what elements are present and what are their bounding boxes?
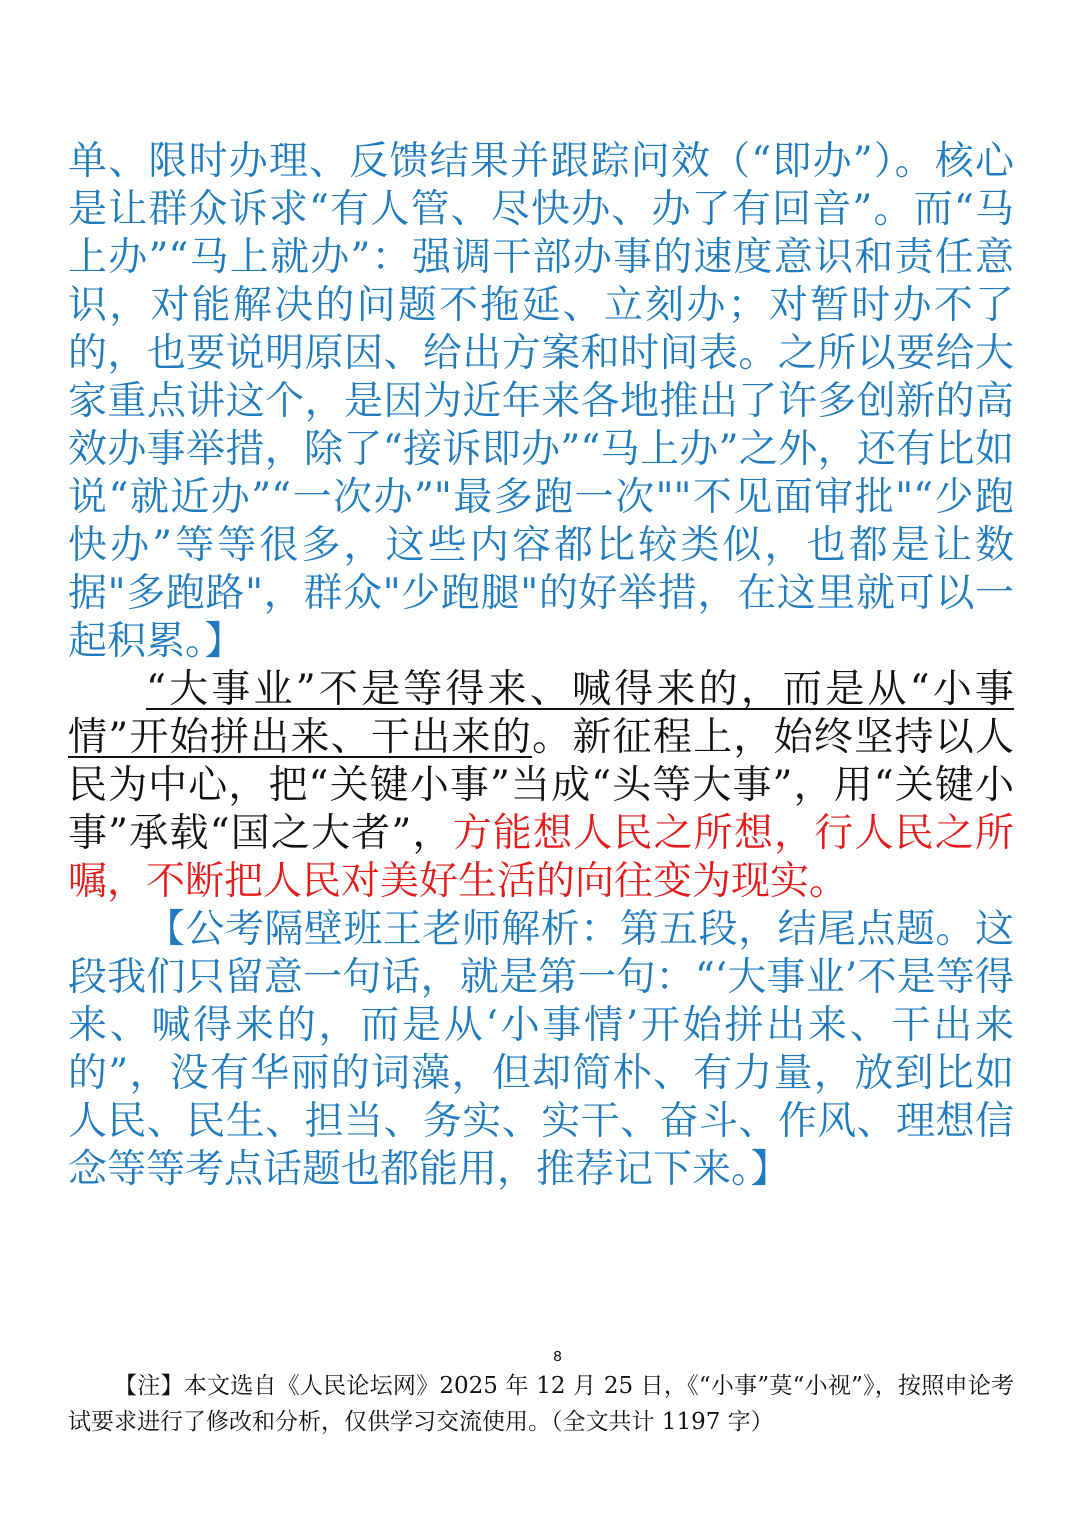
- document-body: [68, 138, 1014, 1194]
- underlined-key-sentence: “大事业”不是等得来、喊得来的，而是从“小事情”开始拼出来、干出来的: [68, 667, 1014, 760]
- analysis-paragraph-continued: 单、限时办理、反馈结果并跟踪问效（“即办”）。核心是让群众诉求“有人管、尽快办、办了有回音”。而“马上办”“马上就办”：强调干部办事的速度意识和责任意识，对能解决的问题不拖延、立刻办；对暂时办不了的，也要说明原因、给出方案和时间表。之所以要给大家重点讲这个，是因为近年来各地推出了许多创新的高效办事举措，除了“接诉即办”“马上办”之外，还有比如说“就近办”“一次办”"最多跑一次""不见面审批"“少跑快办”等等很多，这些内容都比较类似，也都是让数据"多跑路"，群众"少跑腿"的好举措，在这里就可以一起积累。】: [68, 139, 1014, 664]
- source-footnote: 【注】本文选自《人民论坛网》2025 年 12 月 25 日，《“小事”莫“小视”》，按照申论考试要求进行了修改和分析，仅供学习交流使用。（全文共计 1197 字）: [68, 1373, 1014, 1435]
- red-highlight-text: 方能想人民之所想，行人民之所嘱，不断把人民对美好生活的向往变为现实。: [68, 811, 1014, 904]
- article-paragraph-five: [68, 666, 1014, 906]
- page-number: 8: [553, 1348, 562, 1365]
- analysis-paragraph-five: 【公考隔壁班王老师解析：第五段，结尾点题。这段我们只留意一句话，就是第一句：“‘大事业’不是等得来、喊得来的，而是从‘小事情’开始拼出来、干出来的”，没有华丽的词藻，但却简朴、有力量，放到比如人民、民生、担当、务实、实干、奋斗、作风、理想信念等等考点话题也都能用，推荐记下来。】: [68, 907, 1014, 1192]
- body-text: 。新征程上，始终坚持以人民为中心，把“关键小事”当成“头等大事”，用“关键小事”承载“国之大者”，: [68, 715, 1014, 856]
